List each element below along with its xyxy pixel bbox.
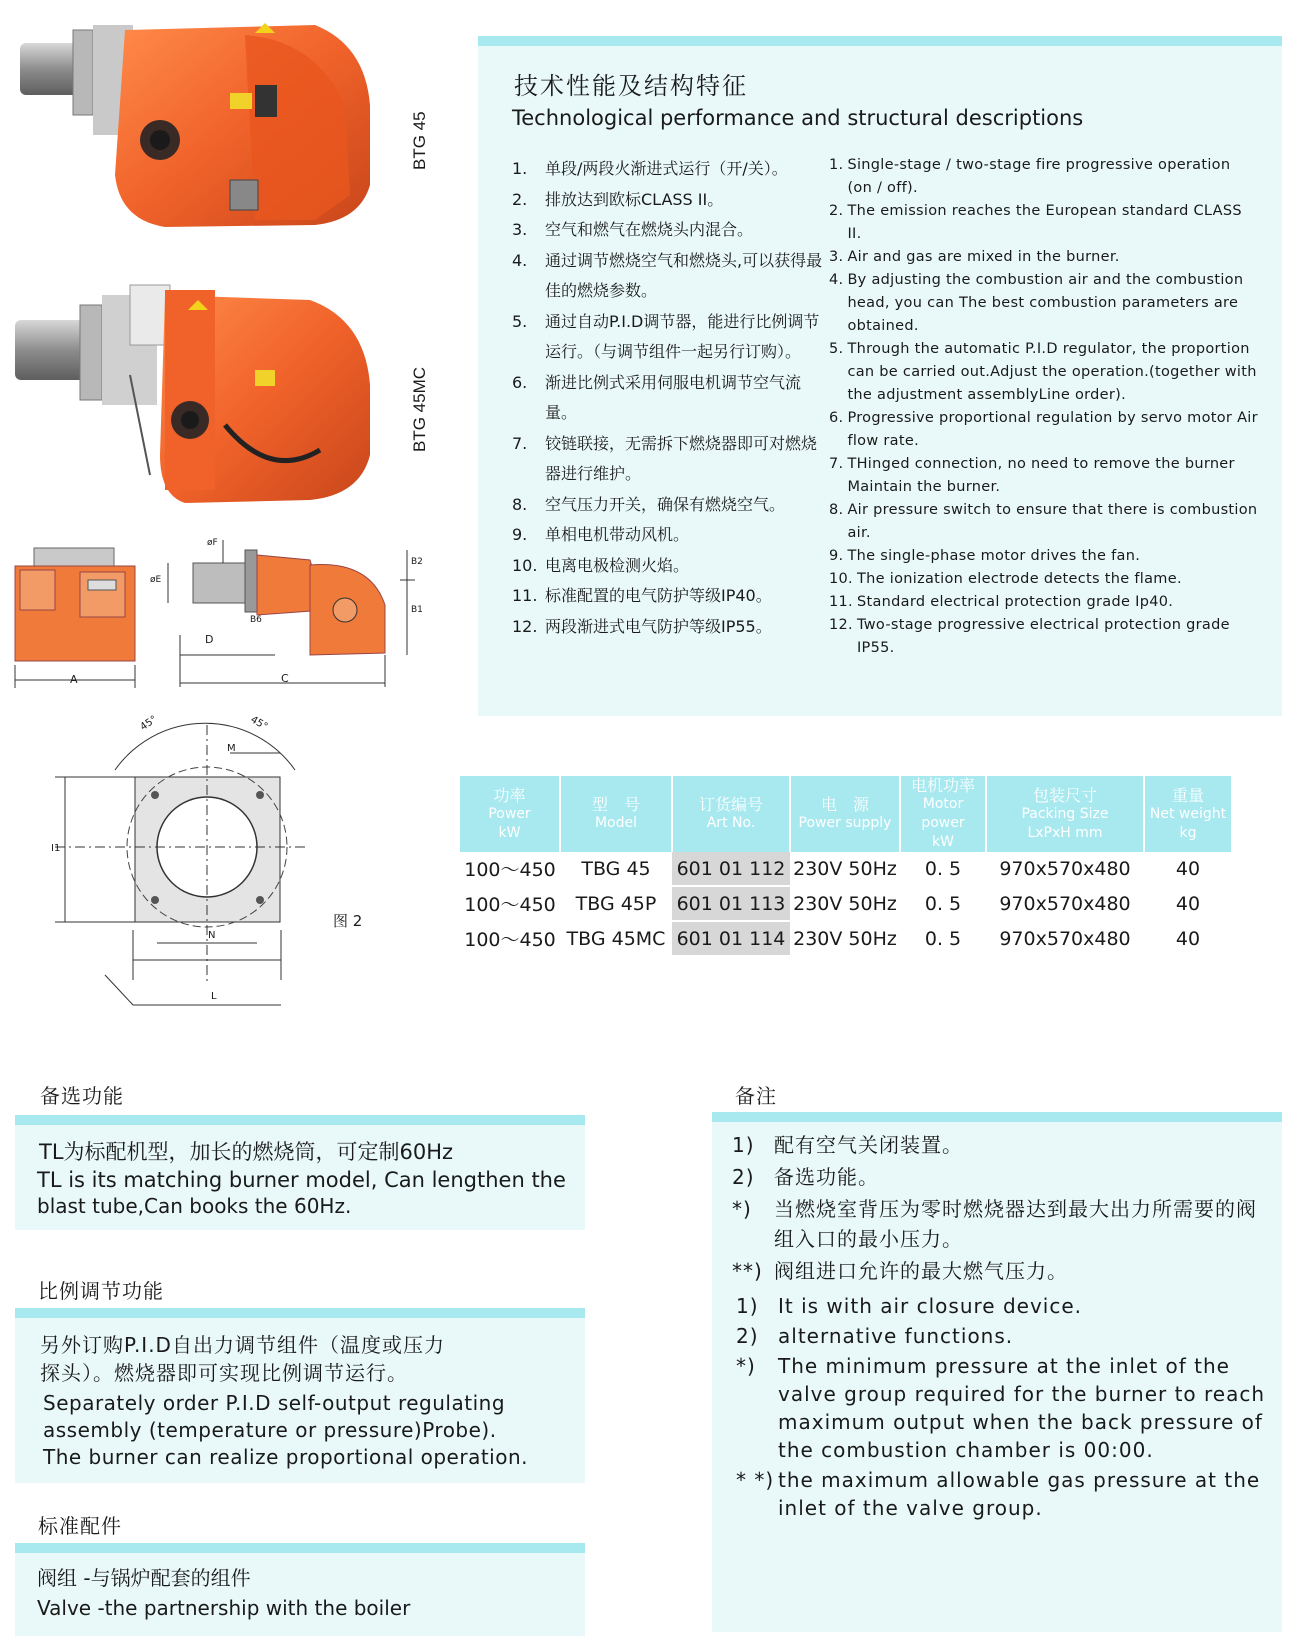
tech-en-item <box>829 499 1259 545</box>
optional-title: 备选功能 <box>40 1084 124 1108</box>
notes-list-en <box>736 1292 1266 1524</box>
tech-en-item-text: Progressive proportional regulation by servo motor Air flow rate. <box>847 410 1258 449</box>
tech-en-item <box>829 154 1259 200</box>
tech-cn-item-number: 6. <box>512 372 528 392</box>
header-en: Power <box>488 805 531 822</box>
note-item <box>732 1130 1272 1160</box>
header-unit: kg <box>1179 824 1197 841</box>
dim-label-c: C <box>281 672 289 685</box>
dim-label-phi-e: øE <box>150 575 162 585</box>
table-cell: TBG 45P <box>560 886 672 921</box>
proportional-line1: 另外订购P.I.D自出力调节组件（温度或压力 <box>40 1333 445 1357</box>
figure-caption: 图 2 <box>333 912 363 930</box>
dim-label-b2: B2 <box>411 557 423 567</box>
tech-cn-item-text: 单相电机带动风机。 <box>545 525 690 544</box>
tech-panel-bar <box>478 36 1282 46</box>
tech-en-item-number: 6. <box>829 410 844 426</box>
note-text: alternative functions. <box>778 1324 1014 1348</box>
tech-cn-item <box>512 581 832 612</box>
tech-en-item-text: The ionization electrode detects the flame. <box>856 571 1182 587</box>
proportional-line2: 探头）。燃烧器即可实现比例调节运行。 <box>40 1361 408 1385</box>
header-unit: kW <box>498 824 521 841</box>
header-en: Power supply <box>798 815 892 831</box>
tech-en-item-text: By adjusting the combustion air and the combustion head, you can The best combustion parameters are obtained. <box>847 272 1244 334</box>
header-en: Art No. <box>706 815 756 831</box>
dim-label-a: A <box>70 673 78 686</box>
tech-en-item-text: Single-stage / two-stage fire progressive operation (on / off). <box>847 157 1231 196</box>
standard-line1: 阀组 -与锅炉配套的组件 <box>37 1566 251 1590</box>
dim-label-angle-right: 45° <box>248 714 270 733</box>
tech-en-item <box>829 246 1259 269</box>
table-cell: 230V 50Hz <box>790 886 900 921</box>
standard-box <box>15 1543 585 1636</box>
tech-en-item-text: The single-phase motor drives the fan. <box>847 548 1141 564</box>
tech-cn-item <box>512 154 832 185</box>
spec-table-header <box>560 776 672 852</box>
tech-cn-item-text: 通过调节燃烧空气和燃烧头,可以获得最佳的燃烧参数。 <box>545 250 823 300</box>
tech-en-item <box>829 568 1259 591</box>
note-item <box>736 1322 1266 1350</box>
table-row <box>460 852 1232 886</box>
proportional-box <box>15 1308 585 1483</box>
side-view-drawing <box>145 535 430 690</box>
tech-en-item-text: Through the automatic P.I.D regulator, the proportion can be carried out.Adjust the operation.(together with the adjustment assemblyLine order). <box>847 341 1257 403</box>
tech-en-item-number: 12. <box>829 617 853 633</box>
header-en: Net weight <box>1149 805 1227 822</box>
note-item <box>732 1194 1272 1254</box>
tech-cn-item-text: 标准配置的电气防护等级IP40。 <box>545 586 772 605</box>
tech-title-en: Technological performance and structural descriptions <box>512 106 1084 130</box>
tech-cn-item-text: 渐进比例式采用伺服电机调节空气流量。 <box>545 372 802 422</box>
note-item <box>736 1292 1266 1320</box>
tech-cn-item-text: 空气和燃气在燃烧头内混合。 <box>545 220 754 239</box>
product-label-btg45: BTG 45 <box>410 111 429 170</box>
tech-en-item-number: 8. <box>829 502 844 518</box>
table-cell: 100～450 <box>460 886 560 921</box>
tech-cn-item <box>512 551 832 582</box>
tech-list-cn <box>512 154 832 642</box>
table-cell: 230V 50Hz <box>790 852 900 886</box>
tech-cn-item <box>512 429 832 490</box>
proportional-title: 比例调节功能 <box>38 1279 164 1303</box>
note-number: 1) <box>736 1294 759 1318</box>
header-cn: 型 号 <box>591 795 640 814</box>
table-cell: 970x570x480 <box>986 852 1144 886</box>
header-cn: 订货编号 <box>698 795 763 814</box>
dim-label-phi-f: øF <box>207 538 218 548</box>
dim-label-i1: I1 <box>51 843 61 854</box>
tech-cn-item-number: 7. <box>512 433 528 453</box>
note-number: 2) <box>736 1324 759 1348</box>
tech-en-item-number: 5. <box>829 341 844 357</box>
standard-line2: Valve -the partnership with the boiler <box>37 1596 411 1620</box>
note-text: 阀组进口允许的最大燃气压力。 <box>774 1259 1068 1283</box>
spec-table-header <box>790 776 900 852</box>
header-cn: 包装尺寸 <box>1032 785 1097 805</box>
tech-cn-item <box>512 520 832 551</box>
tech-en-item-text: Two-stage progressive electrical protection grade IP55. <box>856 617 1230 656</box>
tech-cn-item-number: 12. <box>512 616 538 636</box>
note-number: 2) <box>732 1165 755 1189</box>
tech-cn-item-number: 9. <box>512 525 528 544</box>
note-text: 当燃烧室背压为零时燃烧器达到最大出力所需要的阀组入口的最小压力。 <box>774 1197 1257 1251</box>
header-unit: LxPxH mm <box>1027 824 1103 841</box>
tech-cn-item-text: 单段/两段火渐进式运行（开/关）。 <box>545 159 788 178</box>
product-image-btg45 <box>15 15 385 235</box>
note-text: the maximum allowable gas pressure at the inlet of the valve group. <box>778 1468 1261 1520</box>
optional-line1: TL为标配机型，加长的燃烧筒，可定制60Hz <box>39 1140 454 1164</box>
tech-en-item <box>829 407 1259 453</box>
tech-cn-item-number: 11. <box>512 586 538 605</box>
front-view-drawing <box>10 540 140 690</box>
standard-title: 标准配件 <box>38 1514 122 1538</box>
tech-cn-item-text: 通过自动P.I.D调节器，能进行比例调节运行。（与调节组件一起另行订购）。 <box>545 311 820 361</box>
header-cn: 电 源 <box>820 795 869 814</box>
tech-en-item-number: 4. <box>829 272 844 288</box>
dim-label-b6: B6 <box>250 615 262 625</box>
tech-cn-item-text: 铰链联接，无需拆下燃烧器即可对燃烧器进行维护。 <box>545 433 818 483</box>
spec-table-header <box>986 776 1144 852</box>
tech-cn-item-text: 空气压力开关，确保有燃烧空气。 <box>545 494 786 514</box>
tech-list-en <box>829 154 1259 660</box>
table-cell: 40 <box>1144 921 1232 956</box>
note-text: The minimum pressure at the inlet of the valve group required for the burner to reach maximum output when the back pressure of the combustion chamber is 00:00. <box>778 1354 1266 1462</box>
tech-en-item <box>829 338 1259 407</box>
product-label-btg45mc: BTG 45MC <box>410 366 429 452</box>
tech-en-item-number: 11. <box>829 594 853 610</box>
tech-cn-item-number: 4. <box>512 250 528 270</box>
tech-cn-item <box>512 612 832 643</box>
tech-cn-item-text: 排放达到欧标CLASS II。 <box>545 189 724 209</box>
note-number: *) <box>736 1354 756 1378</box>
spec-table-header <box>672 776 790 852</box>
table-cell: 100～450 <box>460 921 560 956</box>
tech-en-item <box>829 614 1259 660</box>
note-number: *) <box>732 1197 752 1221</box>
spec-table-header <box>460 776 560 852</box>
table-cell: 601 01 114 <box>672 921 790 956</box>
proportional-line3: Separately order P.I.D self-output regulating <box>43 1391 506 1415</box>
dim-label-n: N <box>208 930 216 941</box>
tech-cn-item-text: 电离电极检测火焰。 <box>545 555 690 575</box>
dim-label-l: L <box>211 991 217 1002</box>
table-cell: TBG 45MC <box>560 921 672 956</box>
notes-list-cn <box>732 1130 1272 1288</box>
tech-cn-item <box>512 246 832 307</box>
note-number: * *) <box>736 1468 775 1492</box>
tech-cn-item-number: 2. <box>512 189 528 209</box>
note-item <box>736 1466 1266 1522</box>
header-cn: 电机功率 <box>910 776 975 795</box>
table-row <box>460 886 1232 921</box>
tech-en-item-number: 1. <box>829 157 844 173</box>
header-en: Model <box>594 815 638 831</box>
table-cell: 970x570x480 <box>986 886 1144 921</box>
tech-cn-item-number: 10. <box>512 555 538 575</box>
note-number: 1) <box>732 1133 755 1157</box>
note-text: 备选功能。 <box>774 1165 879 1189</box>
table-cell: 970x570x480 <box>986 921 1144 956</box>
tech-en-item-text: THinged connection, no need to remove the burner Maintain the burner. <box>847 456 1235 495</box>
dim-label-m: M <box>227 743 236 754</box>
tech-panel <box>478 36 1282 716</box>
proportional-line5: The burner can realize proportional operation. <box>43 1445 528 1469</box>
tech-en-item-number: 7. <box>829 456 844 472</box>
tech-en-item-text: Air and gas are mixed in the burner. <box>847 249 1120 265</box>
spec-table-header <box>900 776 986 852</box>
notes-box <box>712 1112 1282 1632</box>
tech-en-item-number: 3. <box>829 249 844 265</box>
tech-en-item-number: 10. <box>829 571 853 587</box>
tech-cn-item <box>512 490 832 521</box>
table-cell: 601 01 112 <box>672 852 790 886</box>
dim-label-angle-left: 45° <box>138 713 160 734</box>
tech-en-item <box>829 269 1259 338</box>
header-unit: kW <box>932 834 954 850</box>
dim-label-d: D <box>205 633 214 646</box>
tech-title-cn: 技术性能及结构特征 <box>514 72 748 100</box>
table-cell: 0. 5 <box>900 886 986 921</box>
proportional-line4: assembly (temperature or pressure)Probe). <box>43 1418 497 1442</box>
table-row <box>460 921 1232 956</box>
note-number: **) <box>732 1259 763 1283</box>
header-en: Motor power <box>921 796 965 831</box>
tech-cn-item <box>512 215 832 246</box>
table-cell: 230V 50Hz <box>790 921 900 956</box>
tech-cn-item <box>512 185 832 216</box>
spec-table-header <box>1144 776 1232 852</box>
tech-cn-item-number: 8. <box>512 494 528 514</box>
tech-cn-item-number: 3. <box>512 220 528 239</box>
header-cn: 功率 <box>493 785 526 805</box>
note-item <box>732 1256 1272 1286</box>
table-cell: 40 <box>1144 886 1232 921</box>
flange-drawing <box>45 715 355 1015</box>
note-item <box>732 1162 1272 1192</box>
table-cell: 0. 5 <box>900 921 986 956</box>
table-cell: 100～450 <box>460 852 560 886</box>
tech-en-item-text: The emission reaches the European standard CLASS II. <box>847 203 1242 242</box>
tech-cn-item-number: 1. <box>512 159 528 178</box>
tech-cn-item-text: 两段渐进式电气防护等级IP55。 <box>545 616 772 636</box>
tech-cn-item <box>512 368 832 429</box>
table-cell: 0. 5 <box>900 852 986 886</box>
spec-table <box>460 776 1233 957</box>
dim-label-b1: B1 <box>411 605 423 615</box>
header-cn: 重量 <box>1171 785 1204 805</box>
tech-cn-item-number: 5. <box>512 311 528 331</box>
table-cell: 40 <box>1144 852 1232 886</box>
optional-box <box>15 1115 585 1230</box>
notes-title: 备注 <box>735 1084 777 1108</box>
note-text: 配有空气关闭装置。 <box>774 1133 963 1157</box>
tech-en-item <box>829 545 1259 568</box>
tech-en-item-text: Standard electrical protection grade Ip40. <box>856 594 1174 610</box>
optional-line2: TL is its matching burner model, Can lengthen the <box>37 1168 566 1192</box>
tech-en-item-number: 2. <box>829 203 844 219</box>
tech-cn-item <box>512 307 832 368</box>
note-item <box>736 1352 1266 1464</box>
tech-en-item <box>829 591 1259 614</box>
optional-line3: blast tube,Can books the 60Hz. <box>37 1194 352 1218</box>
tech-en-item-text: Air pressure switch to ensure that there is combustion air. <box>847 502 1258 541</box>
table-cell: TBG 45 <box>560 852 672 886</box>
product-image-btg45mc <box>10 275 385 510</box>
note-text: It is with air closure device. <box>778 1294 1082 1318</box>
tech-en-item-number: 9. <box>829 548 844 564</box>
table-cell: 601 01 113 <box>672 886 790 921</box>
header-en: Packing Size <box>1021 805 1109 822</box>
tech-en-item <box>829 453 1259 499</box>
tech-en-item <box>829 200 1259 246</box>
